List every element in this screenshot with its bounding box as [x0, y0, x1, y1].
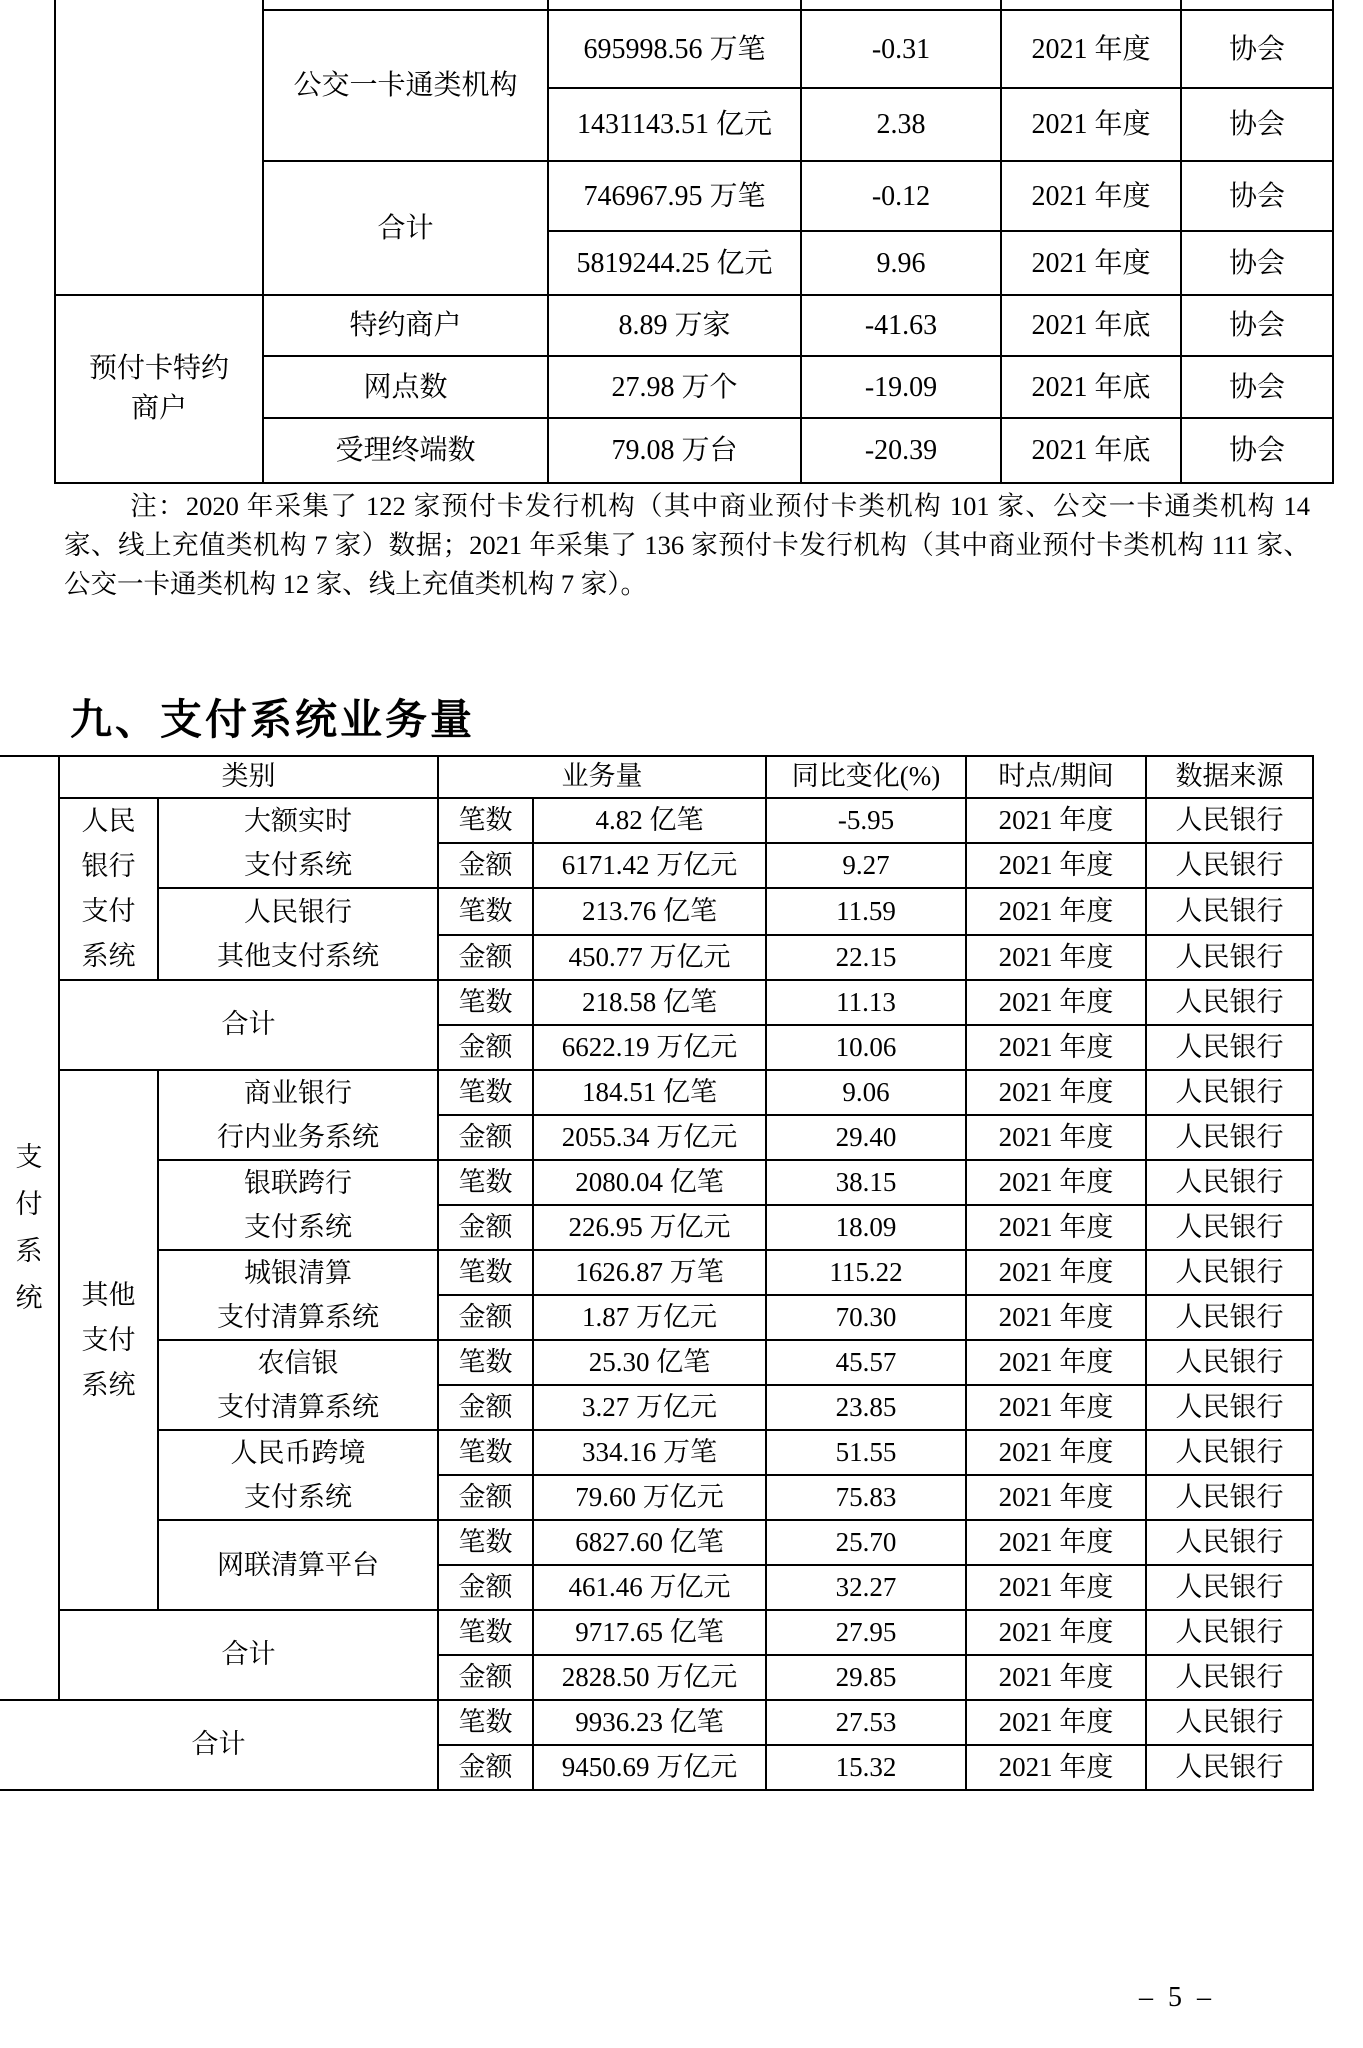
- source-cell: 人民银行: [1146, 1475, 1313, 1520]
- metric-cell: 笔数: [438, 1610, 533, 1655]
- source-cell: 人民银行: [1146, 1025, 1313, 1070]
- period-cell: 2021 年度: [966, 1520, 1146, 1565]
- section-heading: 九、支付系统业务量: [70, 696, 476, 743]
- yoy-cell: -19.09: [801, 356, 1001, 418]
- yoy-cell: 15.32: [766, 1745, 966, 1790]
- value-cell: 8.89 万家: [548, 295, 801, 356]
- period-cell: 2021 年度: [966, 1115, 1146, 1160]
- yoy-cell: 25.70: [766, 1520, 966, 1565]
- value-cell: 218.58 亿笔: [533, 980, 766, 1025]
- yoy-cell: 115.22: [766, 1250, 966, 1295]
- sliver-cell: [1001, 0, 1181, 10]
- prepaid-card-table: [54, 0, 1334, 484]
- period-cell: 2021 年度: [966, 1700, 1146, 1745]
- subsystem-label-line: 支付系统: [244, 850, 352, 880]
- source-cell: 人民银行: [1146, 1070, 1313, 1115]
- value-cell: 3.27 万亿元: [533, 1385, 766, 1430]
- yoy-cell: -0.12: [801, 161, 1001, 231]
- payment-system-table: [0, 755, 1314, 1791]
- source-cell: 人民银行: [1146, 1430, 1313, 1475]
- value-cell: 9450.69 万亿元: [533, 1745, 766, 1790]
- source-cell: 协会: [1181, 418, 1333, 483]
- yoy-cell: 75.83: [766, 1475, 966, 1520]
- payment-system-vertical-label: 支付系统: [15, 1142, 43, 1313]
- period-cell: 2021 年度: [966, 1160, 1146, 1205]
- yoy-cell: 9.96: [801, 231, 1001, 295]
- source-cell: 协会: [1181, 88, 1333, 161]
- value-cell: 27.98 万个: [548, 356, 801, 418]
- pboc-subtotal-label-cell: 合计: [59, 980, 438, 1070]
- period-cell: 2021 年度: [1001, 10, 1181, 88]
- metric-cell: 金额: [438, 1025, 533, 1070]
- value-cell: 2055.34 万亿元: [533, 1115, 766, 1160]
- period-cell: 2021 年度: [966, 1475, 1146, 1520]
- value-cell: 6171.42 万亿元: [533, 843, 766, 888]
- header-yoy: 同比变化(%): [766, 756, 966, 798]
- metric-cell: 笔数: [438, 1160, 533, 1205]
- header-source: 数据来源: [1146, 756, 1313, 798]
- period-cell: 2021 年度: [966, 1385, 1146, 1430]
- yoy-cell: 11.13: [766, 980, 966, 1025]
- value-cell: 746967.95 万笔: [548, 161, 801, 231]
- yoy-cell: 18.09: [766, 1205, 966, 1250]
- yoy-cell: -5.95: [766, 798, 966, 843]
- period-cell: 2021 年度: [966, 1430, 1146, 1475]
- subsystem-label-line: 行内业务系统: [217, 1122, 379, 1152]
- yoy-cell: 29.85: [766, 1655, 966, 1700]
- metric-cell: 笔数: [438, 980, 533, 1025]
- period-cell: 2021 年度: [966, 1250, 1146, 1295]
- source-cell: 协会: [1181, 161, 1333, 231]
- subsystem-label-line: 人民银行: [244, 897, 352, 927]
- period-cell: 2021 年度: [966, 1340, 1146, 1385]
- yoy-cell: 32.27: [766, 1565, 966, 1610]
- metric-cell: 笔数: [438, 1700, 533, 1745]
- subsystem-label-line: 城银清算: [244, 1258, 352, 1288]
- value-cell: 1626.87 万笔: [533, 1250, 766, 1295]
- period-cell: 2021 年度: [966, 1070, 1146, 1115]
- value-cell: 450.77 万亿元: [533, 935, 766, 980]
- period-cell: 2021 年度: [966, 1655, 1146, 1700]
- metric-cell: 笔数: [438, 888, 533, 935]
- sliver-cell: [263, 0, 548, 10]
- yoy-cell: 9.27: [766, 843, 966, 888]
- source-cell: 人民银行: [1146, 1745, 1313, 1790]
- period-cell: 2021 年度: [966, 1745, 1146, 1790]
- bus-card-label-cell: 公交一卡通类机构: [263, 10, 548, 161]
- metric-cell: 金额: [438, 1565, 533, 1610]
- subsystem-label-line: 网联清算平台: [217, 1550, 379, 1580]
- value-cell: 4.82 亿笔: [533, 798, 766, 843]
- yoy-cell: 27.53: [766, 1700, 966, 1745]
- sliver-cell: [1181, 0, 1333, 10]
- value-cell: 1431143.51 亿元: [548, 88, 801, 161]
- yoy-cell: -0.31: [801, 10, 1001, 88]
- value-cell: 1.87 万亿元: [533, 1295, 766, 1340]
- subsystem-label-cell: [158, 1250, 438, 1340]
- period-cell: 2021 年度: [966, 1025, 1146, 1070]
- yoy-cell: 70.30: [766, 1295, 966, 1340]
- yoy-cell: 2.38: [801, 88, 1001, 161]
- merchant-group-label: 预付卡特约商户: [88, 353, 229, 424]
- period-cell: 2021 年底: [1001, 356, 1181, 418]
- source-cell: 人民银行: [1146, 1655, 1313, 1700]
- source-cell: 人民银行: [1146, 1250, 1313, 1295]
- other-subtotal-label-cell: 合计: [59, 1610, 438, 1700]
- metric-cell: 金额: [438, 1745, 533, 1790]
- metric-cell: 笔数: [438, 1520, 533, 1565]
- other-group-label: 其他支付系统: [81, 1279, 136, 1400]
- period-cell: 2021 年度: [966, 798, 1146, 843]
- yoy-cell: 9.06: [766, 1070, 966, 1115]
- period-cell: 2021 年底: [1001, 295, 1181, 356]
- header-volume: 业务量: [438, 756, 766, 798]
- subtotal-label-cell: 合计: [263, 161, 548, 295]
- value-cell: 226.95 万亿元: [533, 1205, 766, 1250]
- subsystem-label-line: 支付清算系统: [217, 1392, 379, 1422]
- source-cell: 人民银行: [1146, 888, 1313, 935]
- other-group-label-cell: [59, 1070, 158, 1610]
- yoy-cell: 38.15: [766, 1160, 966, 1205]
- subsystem-label-line: 支付系统: [244, 1482, 352, 1512]
- source-cell: 人民银行: [1146, 843, 1313, 888]
- value-cell: 25.30 亿笔: [533, 1340, 766, 1385]
- value-cell: 2080.04 亿笔: [533, 1160, 766, 1205]
- source-cell: 人民银行: [1146, 798, 1313, 843]
- period-cell: 2021 年度: [966, 1295, 1146, 1340]
- source-cell: 协会: [1181, 231, 1333, 295]
- value-cell: 461.46 万亿元: [533, 1565, 766, 1610]
- source-cell: 协会: [1181, 356, 1333, 418]
- source-cell: 人民银行: [1146, 1160, 1313, 1205]
- period-cell: 2021 年度: [966, 1565, 1146, 1610]
- yoy-cell: 11.59: [766, 888, 966, 935]
- metric-cell: 金额: [438, 1475, 533, 1520]
- merchant-group-label-cell: [55, 295, 263, 483]
- source-cell: 人民银行: [1146, 1610, 1313, 1655]
- subsystem-label-cell: [158, 1520, 438, 1610]
- source-cell: 人民银行: [1146, 1520, 1313, 1565]
- header-category: 类别: [59, 756, 438, 798]
- period-cell: 2021 年度: [1001, 88, 1181, 161]
- period-cell: 2021 年度: [966, 980, 1146, 1025]
- source-cell: 人民银行: [1146, 980, 1313, 1025]
- source-cell: 人民银行: [1146, 1115, 1313, 1160]
- metric-cell: 金额: [438, 935, 533, 980]
- metric-cell: 金额: [438, 1205, 533, 1250]
- grand-total-label-cell: 合计: [0, 1700, 438, 1790]
- source-cell: 人民银行: [1146, 1295, 1313, 1340]
- source-cell: 人民银行: [1146, 1205, 1313, 1250]
- yoy-cell: 45.57: [766, 1340, 966, 1385]
- value-cell: 79.60 万亿元: [533, 1475, 766, 1520]
- subsystem-label-line: 支付清算系统: [217, 1302, 379, 1332]
- value-cell: 213.76 亿笔: [533, 888, 766, 935]
- subsystem-label-cell: [158, 1340, 438, 1430]
- period-cell: 2021 年度: [966, 1205, 1146, 1250]
- value-cell: 184.51 亿笔: [533, 1070, 766, 1115]
- period-cell: 2021 年度: [966, 1610, 1146, 1655]
- subsystem-label-cell: [158, 1070, 438, 1160]
- yoy-cell: 10.06: [766, 1025, 966, 1070]
- value-cell: 9936.23 亿笔: [533, 1700, 766, 1745]
- subsystem-label-line: 其他支付系统: [217, 941, 379, 971]
- subsystem-label-line: 人民币跨境: [230, 1438, 366, 1468]
- subsystem-label-cell: [158, 1160, 438, 1250]
- value-cell: 6622.19 万亿元: [533, 1025, 766, 1070]
- yoy-cell: -41.63: [801, 295, 1001, 356]
- metric-cell: 笔数: [438, 1340, 533, 1385]
- subsystem-label-line: 银联跨行: [244, 1168, 352, 1198]
- metric-cell: 笔数: [438, 1070, 533, 1115]
- subsystem-label-line: 大额实时: [244, 806, 352, 836]
- row-label-cell: 受理终端数: [263, 418, 548, 483]
- subsystem-label-line: 支付系统: [244, 1212, 352, 1242]
- value-cell: 79.08 万台: [548, 418, 801, 483]
- subsystem-label-line: 商业银行: [244, 1078, 352, 1108]
- value-cell: 695998.56 万笔: [548, 10, 801, 88]
- subsystem-label-cell: [158, 888, 438, 980]
- source-cell: 人民银行: [1146, 1565, 1313, 1610]
- metric-cell: 笔数: [438, 798, 533, 843]
- value-cell: 2828.50 万亿元: [533, 1655, 766, 1700]
- header-period: 时点/期间: [966, 756, 1146, 798]
- source-cell: 人民银行: [1146, 935, 1313, 980]
- source-cell: 人民银行: [1146, 1340, 1313, 1385]
- row-label-cell: 特约商户: [263, 295, 548, 356]
- pboc-group-label: 人民银行支付系统: [81, 806, 136, 971]
- period-cell: 2021 年底: [1001, 418, 1181, 483]
- period-cell: 2021 年度: [966, 843, 1146, 888]
- yoy-cell: -20.39: [801, 418, 1001, 483]
- sliver-cell: [801, 0, 1001, 10]
- value-cell: 9717.65 亿笔: [533, 1610, 766, 1655]
- metric-cell: 金额: [438, 1385, 533, 1430]
- page-number: – 5 –: [1139, 1982, 1215, 2013]
- yoy-cell: 51.55: [766, 1430, 966, 1475]
- metric-cell: 金额: [438, 1655, 533, 1700]
- value-cell: 6827.60 亿笔: [533, 1520, 766, 1565]
- table-note: 注：2020 年采集了 122 家预付卡发行机构（其中商业预付卡类机构 101 家、公交一卡通类机构 14 家、线上充值类机构 7 家）数据；2021 年采集了 136 家预付卡发行机构（其中商业预付卡类机构 111 家、公交一卡通类机构 12 家、线上充值类机构 7 家）。: [64, 491, 1310, 599]
- metric-cell: 金额: [438, 1295, 533, 1340]
- pboc-group-label-cell: [59, 798, 158, 980]
- source-cell: 协会: [1181, 10, 1333, 88]
- metric-cell: 笔数: [438, 1250, 533, 1295]
- sliver-cell: [548, 0, 801, 10]
- period-cell: 2021 年度: [1001, 161, 1181, 231]
- period-cell: 2021 年度: [966, 888, 1146, 935]
- value-cell: 334.16 万笔: [533, 1430, 766, 1475]
- metric-cell: 金额: [438, 843, 533, 888]
- yoy-cell: 23.85: [766, 1385, 966, 1430]
- subsystem-label-cell: [158, 1430, 438, 1520]
- yoy-cell: 27.95: [766, 1610, 966, 1655]
- subsystem-label-line: 农信银: [257, 1348, 339, 1378]
- source-cell: 协会: [1181, 295, 1333, 356]
- left-axis-label-cell: [0, 756, 59, 1700]
- metric-cell: 金额: [438, 1115, 533, 1160]
- row-label-cell: 网点数: [263, 356, 548, 418]
- yoy-cell: 29.40: [766, 1115, 966, 1160]
- period-cell: 2021 年度: [966, 935, 1146, 980]
- metric-cell: 笔数: [438, 1430, 533, 1475]
- source-cell: 人民银行: [1146, 1700, 1313, 1745]
- value-cell: 5819244.25 亿元: [548, 231, 801, 295]
- yoy-cell: 22.15: [766, 935, 966, 980]
- issuer-group-cell-continued: [55, 0, 263, 295]
- subsystem-label-cell: [158, 798, 438, 888]
- period-cell: 2021 年度: [1001, 231, 1181, 295]
- source-cell: 人民银行: [1146, 1385, 1313, 1430]
